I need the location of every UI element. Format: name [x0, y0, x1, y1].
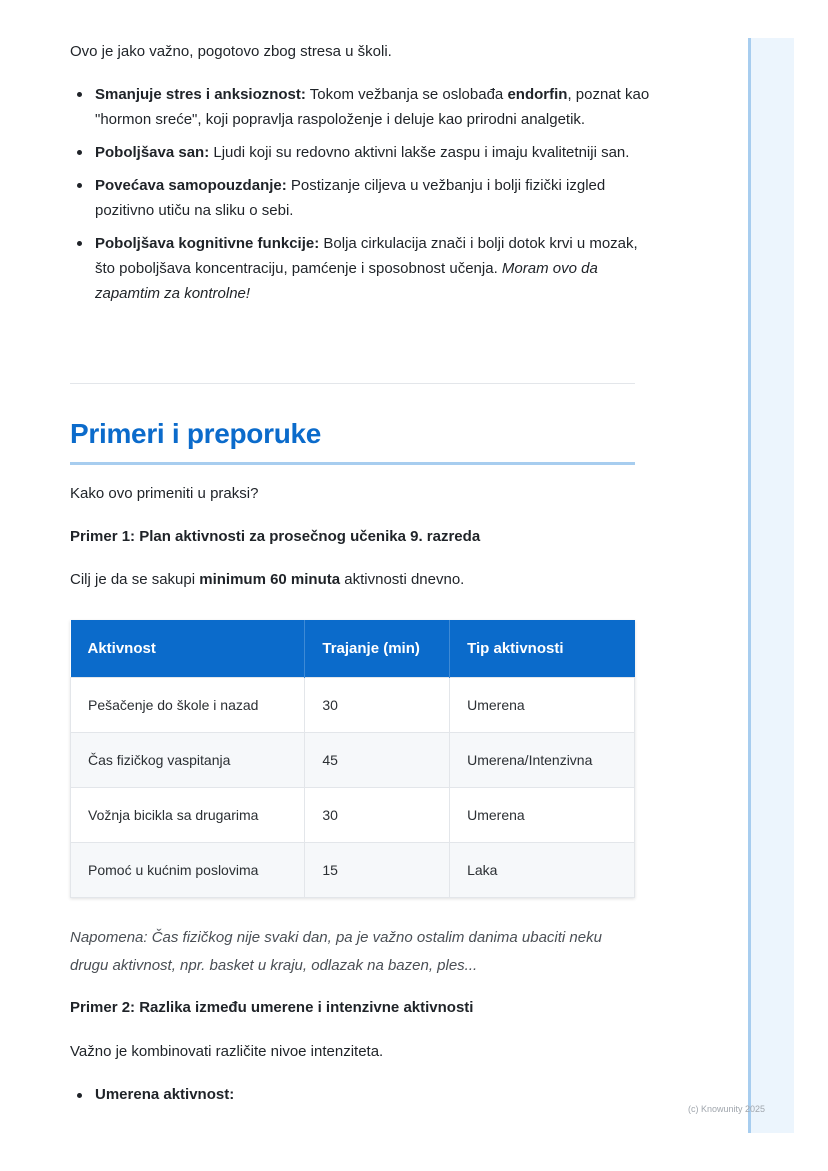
footer-copyright: (c) Knowunity 2025 — [688, 1104, 766, 1114]
table-cell: 30 — [305, 788, 450, 843]
benefits-list — [70, 82, 660, 314]
table-cell: Čas fizičkog vaspitanja — [71, 733, 305, 788]
list-item — [95, 82, 660, 132]
section-intro: Kako ovo primeniti u praksi? — [70, 485, 259, 502]
intensity-list — [70, 1083, 234, 1107]
list-item — [95, 1083, 234, 1107]
goal-text: Cilj je da se sakupi — [70, 571, 200, 588]
list-item — [95, 140, 660, 165]
benefit-text: Ljudi koji su redovno aktivni lakše zaspu i imaju kvalitetniji san. — [209, 144, 630, 161]
benefit-bold: endorfin — [507, 86, 568, 103]
table-cell: 15 — [305, 843, 450, 898]
side-margin-bar — [748, 38, 794, 1133]
goal-text: aktivnosti dnevno. — [340, 571, 465, 588]
benefit-italic-note: Moram ovo da zapamtim za kontrolne! — [95, 260, 598, 302]
example1-goal — [70, 568, 464, 592]
table-cell: Laka — [450, 843, 635, 898]
table-header-row — [71, 620, 635, 678]
intensity-item-title: Umerena aktivnost: — [95, 1086, 235, 1103]
benefit-title: Povećava samopouzdanje: — [95, 177, 287, 194]
column-header: Tip aktivnosti — [450, 620, 635, 678]
table-cell: Umerena — [450, 678, 635, 733]
table-cell: 45 — [305, 733, 450, 788]
section-title-underline — [70, 462, 635, 465]
table-row — [71, 733, 635, 788]
benefit-title: Poboljšava san: — [95, 144, 210, 161]
table-cell: Vožnja bicikla sa drugarima — [71, 788, 305, 843]
activity-table — [70, 620, 635, 898]
table-row — [71, 678, 635, 733]
divider — [70, 383, 635, 384]
column-header: Aktivnost — [71, 620, 305, 678]
example2-title: Primer 2: Razlika između umerene i intenzivne aktivnosti — [70, 999, 474, 1016]
list-item — [95, 173, 660, 223]
column-header: Trajanje (min) — [305, 620, 450, 678]
section-title: Primeri i preporuke — [70, 418, 322, 449]
benefit-text: Postizanje ciljeva u vežbanju i bolji fizički izgled pozitivno utiču na sliku o sebi. — [95, 177, 606, 219]
list-item — [95, 231, 660, 306]
intro-text: Ovo je jako važno, pogotovo zbog stresa u školi. — [70, 43, 392, 60]
table-cell: Pomoć u kućnim poslovima — [71, 843, 305, 898]
table-cell: Umerena/Intenzivna — [450, 733, 635, 788]
benefit-text: , poznat kao "hormon sreće", koji popravlja raspoloženje i deluje kao prirodni analgetik. — [95, 86, 650, 128]
example2-intro: Važno je kombinovati različite nivoe intenziteta. — [70, 1043, 384, 1060]
table-row — [71, 788, 635, 843]
benefit-text: Bolja cirkulacija znači i bolji dotok krvi u mozak, što poboljšava koncentraciju, pamćenje i sposobnost učenja. — [95, 235, 638, 277]
benefit-title: Poboljšava kognitivne funkcije: — [95, 235, 320, 252]
table-note: Napomena: Čas fizičkog nije svaki dan, pa je važno ostalim danima ubaciti neku drugu aktivnost, npr. basket u kraju, odlazak na bazen, ples... — [70, 929, 602, 974]
goal-bold: minimum 60 minuta — [199, 571, 341, 588]
benefit-text: Tokom vežbanja se oslobađa — [305, 86, 508, 103]
table-row — [71, 843, 635, 898]
table-cell: 30 — [305, 678, 450, 733]
benefit-title: Smanjuje stres i anksioznost: — [95, 86, 306, 103]
table-cell: Umerena — [450, 788, 635, 843]
table-cell: Pešačenje do škole i nazad — [71, 678, 305, 733]
example1-title: Primer 1: Plan aktivnosti za prosečnog učenika 9. razreda — [70, 528, 481, 545]
